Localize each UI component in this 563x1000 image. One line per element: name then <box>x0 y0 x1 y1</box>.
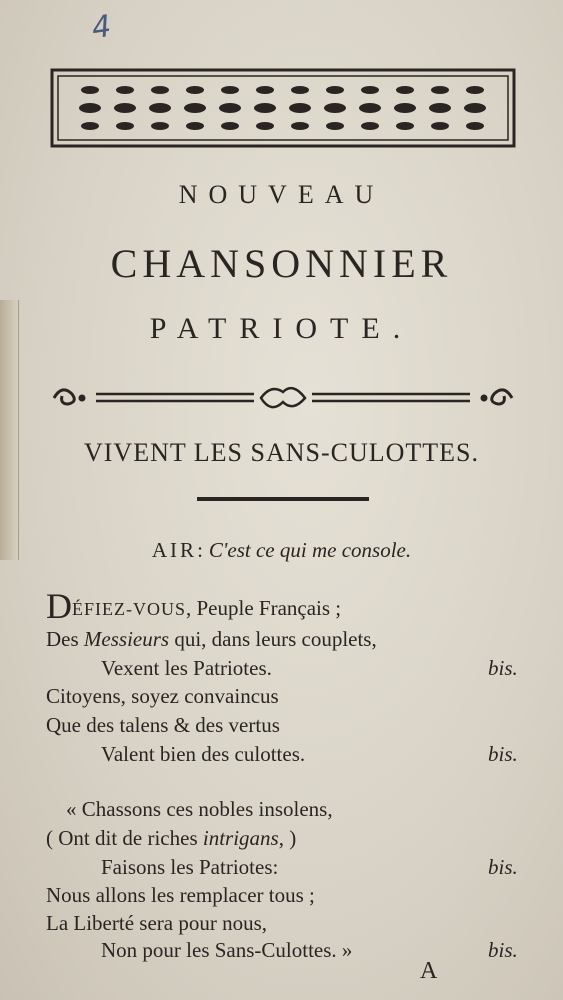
air-line <box>0 538 563 563</box>
small-caps-text: ÉFIEZ-VOUS <box>72 599 186 619</box>
verse-line: Non pour les Sans-Culottes. » <box>101 938 353 962</box>
air-separator: : <box>197 538 203 562</box>
verse-line <box>46 627 377 652</box>
verse-text: ( Ont dit de riches <box>46 826 203 850</box>
verse-line <box>46 588 341 624</box>
bis-marker: bis. <box>488 938 518 962</box>
verse-line: Nous allons les remplacer tous ; <box>46 883 315 907</box>
verse-italic-text: intrigans <box>202 826 279 850</box>
bis-marker: bis. <box>488 656 518 680</box>
air-tune: C'est ce qui me console. <box>208 538 412 562</box>
drop-cap: D <box>46 586 72 626</box>
verse-text: , ) <box>278 826 297 850</box>
verse-line: Vexent les Patriotes. <box>101 656 272 680</box>
air-label: AIR <box>151 538 198 562</box>
verse-line: Faisons les Patriotes: <box>101 855 279 879</box>
verse-line: Citoyens, soyez convaincus <box>46 684 279 708</box>
handwritten-page-number: 4 <box>89 8 114 47</box>
signature-mark: A <box>420 958 438 984</box>
song-title: VIVENT LES SANS-CULOTTES. <box>83 438 480 467</box>
verse-line: Que des talens & des vertus <box>46 713 280 737</box>
bis-marker: bis. <box>488 742 518 766</box>
verse-line: « Chassons ces nobles insolens, <box>66 797 333 821</box>
verse-text: , Peuple Français ; <box>186 596 342 620</box>
verse-line: Valent bien des culottes. <box>101 742 306 766</box>
verse-text: qui, dans leurs couplets, <box>169 627 377 651</box>
verse-italic-text: Messieurs <box>83 627 170 651</box>
title-line-patriote: PATRIOTE. <box>149 312 414 345</box>
verse-line <box>46 826 296 851</box>
header-ornament <box>50 68 516 148</box>
title-line-nouveau: NOUVEAU <box>178 180 385 209</box>
title-rule <box>197 497 369 501</box>
title-line-chansonnier: CHANSONNIER <box>110 241 453 286</box>
ornamental-divider <box>46 380 520 416</box>
verse-text: Des <box>46 627 84 651</box>
verse-line: La Liberté sera pour nous, <box>46 911 268 935</box>
bis-marker: bis. <box>488 855 518 879</box>
